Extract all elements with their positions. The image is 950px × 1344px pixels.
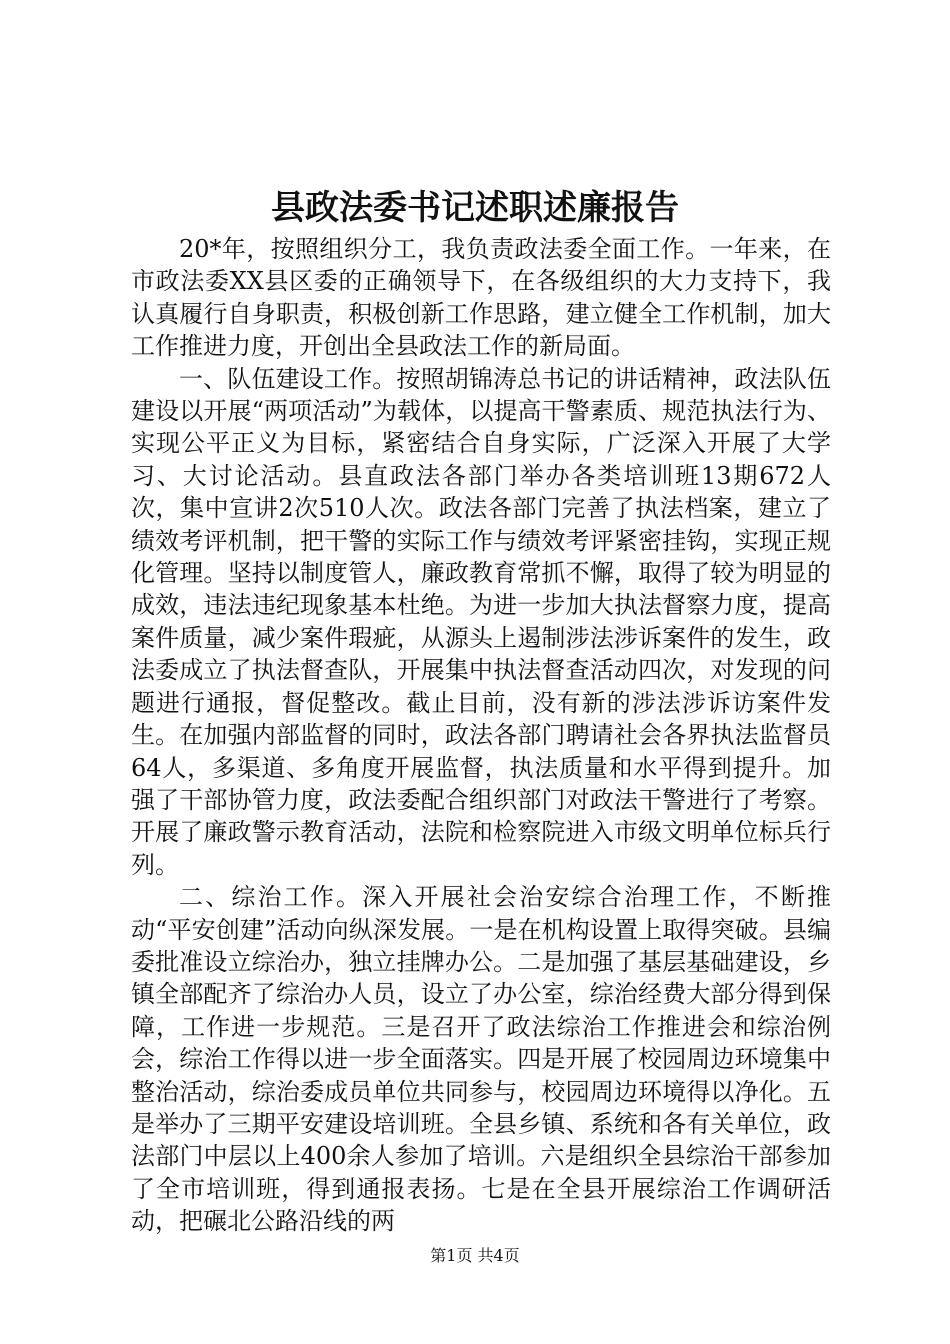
document-body <box>131 233 831 1238</box>
paragraph-team-building: 一、队伍建设工作。按照胡锦涛总书记的讲话精神，政法队伍建设以开展“两项活动”为载体，以提高干警素质、规范执法行为、实现公平正义为目标，紧密结合自身实际，广泛深入开展了大学习、大讨论活动。县直政法各部门举办各类培训班13期672人次，集中宣讲2次510人次。政法各部门完善了执法档案，建立了绩效考评机制，把干警的实际工作与绩效考评紧密挂钩，实现正规化管理。坚持以制度管人，廉政教育常抓不懈，取得了较为明显的成效，违法违纪现象基本杜绝。为进一步加大执法督察力度，提高案件质量，减少案件瑕疵，从源头上遏制涉法涉诉案件的发生，政法委成立了执法督查队，开展集中执法督查活动四次，对发现的问题进行通报，督促整改。截止目前，没有新的涉法涉诉访案件发生。在加强内部监督的同时，政法各部门聘请社会各界执法监督员64人，多渠道、多角度开展监督，执法质量和水平得到提升。加强了干部协管力度，政法委配合组织部门对政法干警进行了考察。开展了廉政警示教育活动，法院和检察院进入市级文明单位标兵行列。 <box>131 364 831 879</box>
paragraph-comprehensive-governance: 二、综治工作。深入开展社会治安综合治理工作，不断推动“平安创建”活动向纵深发展。一是在机构设置上取得突破。县编委批准设立综治办，独立挂牌办公。二是加强了基层基础建设，乡镇全部配齐了综治办人员，设立了办公室，综治经费大部分得到保障，工作进一步规范。三是召开了政法综治工作推进会和综治例会，综治工作得以进一步全面落实。四是开展了校园周边环境集中整治活动，综治委成员单位共同参与，校园周边环境得以净化。五是举办了三期平安建设培训班。全县乡镇、系统和各有关单位，政法部门中层以上400余人参加了培训。六是组织全县综治干部参加了全市培训班，得到通报表扬。七是在全县开展综治工作调研活动，把碾北公路沿线的两 <box>131 883 831 1236</box>
document-title: 县政法委书记述职述廉报告 <box>271 188 679 228</box>
page-footer: 第1页 共4页 <box>430 1246 520 1265</box>
paragraph-intro: 20*年，按照组织分工，我负责政法委全面工作。一年来，在市政法委XX县区委的正确领导下，在各级组织的大力支持下，我认真履行自身职责，积极创新工作思路，建立健全工作机制，加大工作推进力度，开创出全县政法工作的新局面。 <box>131 235 831 361</box>
